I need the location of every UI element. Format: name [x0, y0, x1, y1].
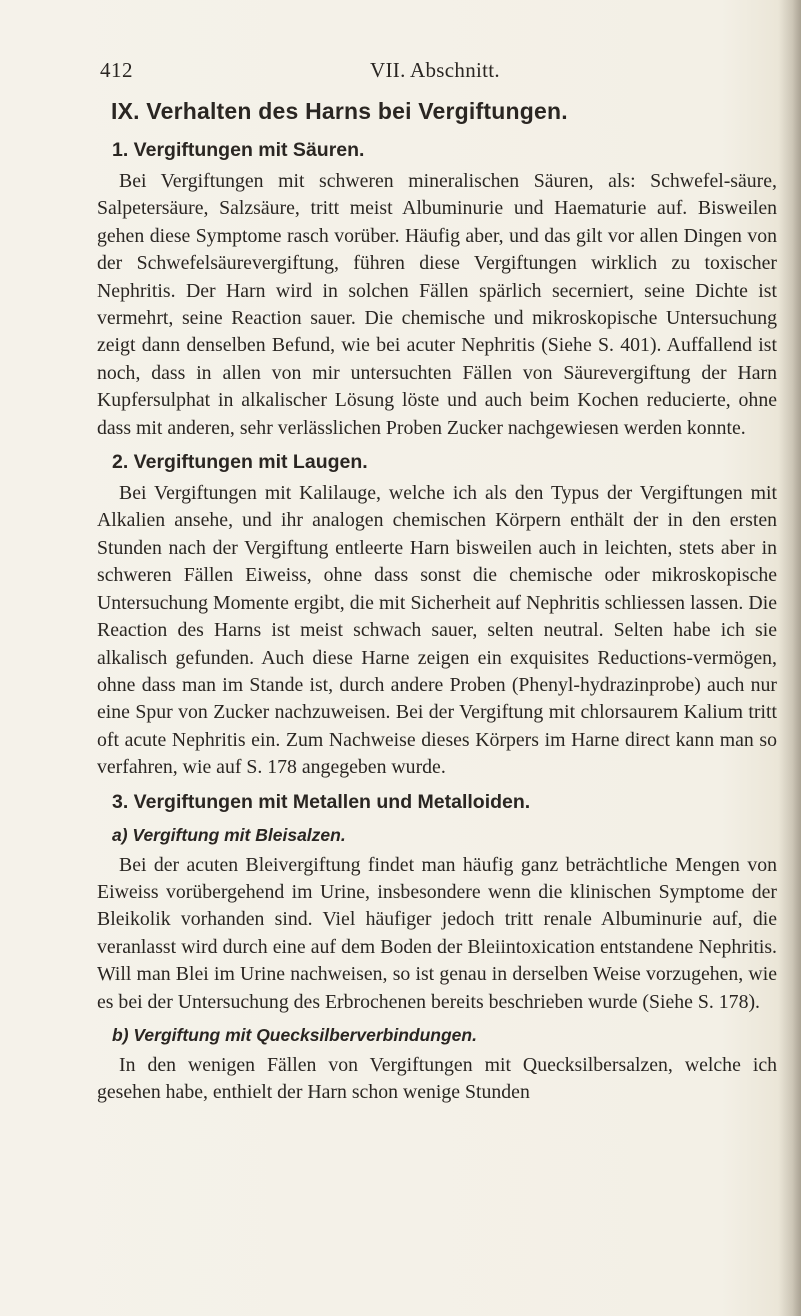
paragraph-alkalis: Bei Vergiftungen mit Kalilauge, welche ich als den Typus der Vergiftungen mit Alkalien ansehe, und ihr analogen chemischen Körpern enthält der in den ersten Stunden nach der Vergiftung entleerte Harn bisweilen auch in leichten, stets aber in schweren Fällen Eiweiss, ohne dass sonst die chemische oder mikroskopische Untersuchung Momente ergibt, die mit Sicherheit auf Nephritis schliessen lassen. Die Reaction des Harns ist meist schwach sauer, selten neutral. Selten habe ich sie alkalisch gefunden. Auch diese Harne zeigen ein exquisites Reductions-vermögen, ohne dass man im Stande ist, durch andere Proben (Phenyl-hydrazinprobe) auch nur eine Spur von Zucker nachzuweisen. Bei der Vergiftung mit chlorsaurem Kalium tritt oft acute Nephritis ein. Zum Nachweise dieses Körpers im Harne direct kann man so verfahren, wie auf S. 178 angegeben wurde.: [97, 482, 777, 779]
section-reference: VII. Abschnitt.: [370, 58, 500, 82]
running-head: [100, 58, 770, 84]
subsection-heading-mercury: b) Vergiftung mit Quecksilberverbindungen.: [112, 1024, 477, 1045]
page-content: [97, 96, 777, 1113]
chapter-title: IX. Verhalten des Harns bei Vergiftungen.: [111, 98, 568, 124]
page-number: 412: [100, 58, 133, 82]
paragraph-acids: Bei Vergiftungen mit schweren mineralischen Säuren, als: Schwefel-säure, Salpetersäure, Salzsäure, tritt meist Albuminurie und Haematurie auf. Bisweilen gehen diese Symptome rasch vorüber. Häufig aber, und das gilt vor allen Dingen von der Schwefelsäurevergiftung, führen diese Vergiftungen wirklich zu toxischer Nephritis. Der Harn wird in solchen Fällen spärlich secerniert, seine Dichte ist vermehrt, seine Reaction sauer. Die chemische und mikroskopische Untersuchung zeigt dann denselben Befund, wie bei acuter Nephritis (Siehe S. 401). Auffallend ist noch, dass in allen von mir untersuchten Fällen von Säurevergiftung der Harn Kupfersulphat in alkalischer Lösung löste und auch beim Kochen reducierte, ohne dass mit anderen, sehr verlässlichen Proben Zucker nachgewiesen werden konnte.: [97, 170, 777, 439]
section-heading-alkalis: 2. Vergiftungen mit Laugen.: [112, 451, 368, 474]
subsection-heading-lead: a) Vergiftung mit Bleisalzen.: [112, 824, 346, 845]
section-heading-metals: 3. Vergiftungen mit Metallen und Metalloiden.: [112, 790, 531, 813]
paragraph-lead: Bei der acuten Bleivergiftung findet man häufig ganz beträchtliche Mengen von Eiweiss vorübergehend im Urine, insbesondere wenn die klinischen Symptome der Bleikolik vorhanden sind. Viel häufiger jedoch tritt renale Albuminurie auf, die veranlasst wird durch eine auf dem Boden der Bleiintoxication entstandene Nephritis. Will man Blei im Urine nachweisen, so ist genau in derselben Weise vorzugehen, wie es bei der Untersuchung des Erbrochenen bereits beschrieben wurde (Siehe S. 178).: [97, 853, 777, 1013]
section-heading-acids: 1. Vergiftungen mit Säuren.: [112, 139, 365, 161]
page-edge-shadow: [779, 0, 801, 1316]
paragraph-mercury: In den wenigen Fällen von Vergiftungen mit Quecksilbersalzen, welche ich gesehen habe, enthielt der Harn schon wenige Stunden: [97, 1053, 777, 1104]
